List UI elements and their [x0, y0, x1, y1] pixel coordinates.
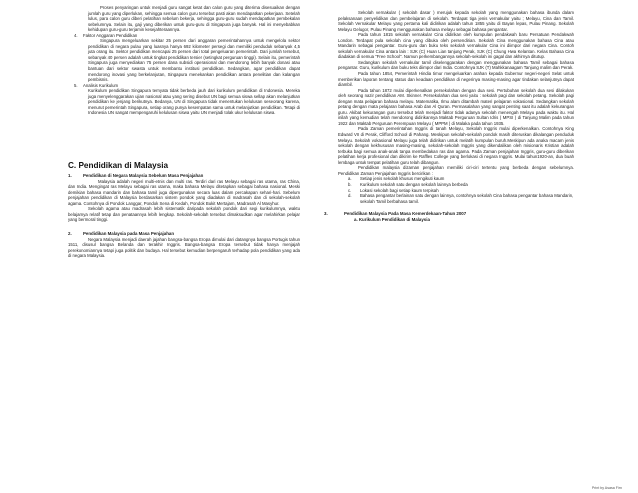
list-item: b. Kurikulum sekolah satu dengan sekolah lainnya berbeda: [348, 181, 468, 187]
paragraph-characteristics: Pendidikan malaysia dizaman penjajahan memiliki ciri-ciri tertentu yang berbeda dengan sebelumnya. Pendidikan Zaman Penjajahan Inggris bercirikan :: [338, 165, 574, 176]
paragraph-teacher-selection: Proses penyaringan untuk menjadi guru sangat ketat dan calon guru yang diterima disesuaikan dengan jumlah guru yang diperlukan, sehingga semua calon guru tersebut pasti akan mendapatkan pekerjaan. Setelah lulus, para calon guru diberi pelatihan sebelum bekerja, sehingga guru-guru sudah mendapatkan pembekalan sebelumnya. Selain itu, gaji yang diberikan untuk guru-guru di Singapura juga banyak. Hal ini menyebabkan kehidupan guru-guru terjamin kesejahteraannya.: [88, 5, 300, 33]
paragraph-colonial: Negara Malaysia menjadi daerah jajahan bangsa-bangsa Eropa dimulai dari datangnya bangsa Portugis tahun 1511, disusul bangsa Belanda dan terakhir Inggris. Bangsa-bangsa Eropa tersebut tidak hanya menjajah perekonomiannya tetapi juga politik dan budaya. Hal tersebut kemudian berpengaruh terhadap pola pendidikan yang ada di negara Malaysia.: [68, 236, 300, 259]
list-item: d. Bahasa pengantar berlainan satu dengan lainnya, contohnya sekolah Cina bahasa pengantar bahasa Mandarin, sekolah Tamil berbahasa tamil.: [348, 193, 574, 204]
paragraph-1872: Pada tahun 1872 mulai diperkenalkan persekolahan dengan dua sesi. Pertubuhan sekolah dua sesi dilakukan oleh seorang nazir pendidikan AM. Skinner. Persekolahan dua sesi yaitu : sekolah pagi dan sekolah petang. Sekolah pagi dengan mata pelajaran bahasa melayu. Matematika, Ilmu alam ditambah materi pelajaran vokasional. Sedangkan sekolah petang dengan mata pelajaran bahasa Arab dan Al Quran. Permasalahan yang sangat penting saat itu adalah kekurangan guru. Akibat kekurangan guru tersebut telah menjadi faktor tidak adanya sekolah menengah Melayu pada waktu itu. Hal inilah yang kemudian telah mendorong didirikannya Maktab Perguruan Sultan Idris ( MPSI ) di Tanjung Malim pada tahun 1922 dan Maktab Perguruan Perempuan Melayu ( MPPM ) di Malaka pada tahun 1935.: [338, 87, 574, 126]
paragraph-english-schools: Pada Zaman pemerintahan Inggris di tanah Melayu, Sekolah Inggris mulai diperkenalkan. Contohnya King Edward VII di Perak, Clifford School di Pahang. Meskipun sekolah-sekolah pondok masih diteruskan dikalangan penduduk Melayu. Sekolah vokasional Melayu juga telah didirikan untuk melatih kumpulan buruh.Meskipun ada anaka macam jenis sekolah dengan kekhususan masing-masing, sekolah-sekolah Inggris yang dikendalikan oleh misionaris Kristian adalah terbuka bagi semua anak-anak tanpa membedakan ras dan agama. Pada Zaman penjajahan Inggris, guru-guru diberikan pelatihan kerja profesional dan dikirim ke Raffles College yang berlokasi di negara Inggris. Mulai tahun1920-an, dua buah lembaga untuk tempat pelatihan guru telah dibangun.: [338, 126, 574, 165]
left-column: [68, 0, 300, 259]
paragraph-budget: Singapura mengeluarkan sekitar 25 persen dari anggaran pemerintahannya untuk mengelola sektor pendidikan di negara pulau yang luasnya hanya 692 kilometer persegi dan memiliki penduduk sebanyak 4,5 juta orang itu. Sektor pendidikan mencapai 25 persen dari total pengeluaran pemerintah. Dari jumlah tersebut, sebanyak 40 persen adalah untuk tingkat pendidikan tersier (setingkat perguruan tinggi). Selain itu, pemerintah Singapura juga menyediakan 75 persen dana subsidi operasional dan mendorong lebih banyak donasi atau bantuan dari sektor swasta untuk membantu institusi pendidikan. Sedangkan, agar pendidikan dapat mendorong inovasi yang berkelanjutan, Singapura menekankan pendidikan antara penelitian dan kalangan pembisnis.: [88, 38, 300, 83]
item-number: 5.: [74, 82, 78, 88]
print-footer: Print by Asasa Firn: [591, 486, 622, 490]
paragraph-tamil-schools: Sedangkan sekolah vernakular tamil diselenggarakan dengan menggunakan bahasa Tamil sebagai bahasa pengantar. Guru, kurikulum dan buku teks diimpor dari India. Contohnya SJK (T) Mahkkanaagam Tanjung malim dan Perak.: [338, 59, 574, 71]
item-title: Faktor Anggaran Pendidikan: [83, 32, 138, 38]
characteristics-list: [338, 176, 574, 204]
paragraph-chinese-schools: Pada tahun 1815 sekolah vernakular Cina didirikan oleh kumpulan pendakwah baru Persatuan Pendakwah London. Terdapat pula sekolah cina yang dibuka oleh persendirian. Sekolah Cina menggunakan bahasa Cina atau Mandarin sebagai pengantar. Guru-guru dan buku teks sekolah vernakular Cina ini diimpor dari negara Cina. Contoh sekolah vernakular Cina antara lain : SJK (C) Huan Lian tanjung Perak, SJK (C) Chung Hwa Kelantan. Kelas Bahasa Cina diadakan di semua "Free School". Namun perkembangannya sekolah-sekolah ini gagal dan akhirnya ditutup.: [338, 32, 574, 60]
paragraph-vernacular: Sekolah vernakular ( sekolah dasar ) merujuk kepada sekolah yang menggunakan bahasa ibunda dalam pelaksanaan penyelidikan dan pembelajaran di sekolah. Terdapat tiga jenis vernakular yaitu ; Melayu, Cina dan Tamil. Sekolah Vernakular Melayu yang pertama kali didirikan adalah tahun 1855 yaitu di Bayan lepas, Pulau Pinang. Sekolah Melayu Gelugor, Pulau Pinang menggunakan bahasa melayu sebagai bahasa pengantar.: [338, 10, 574, 32]
right-column: [324, 0, 574, 222]
subheading-curriculum: a. Kurikulum Pendidikan di Malaysia: [354, 216, 430, 222]
list-item: c. Lokasi sekolah bagi setiap kaum terpisah: [348, 187, 439, 193]
heading-number: 2.: [68, 230, 72, 236]
heading-text: Pendidikan di Negara Malaysia Sebelum Masa Penjajahan: [83, 172, 204, 178]
item-title: Analisis Kurikulum: [83, 82, 119, 88]
heading-text: Pendidikan Malaysia Pada Masa Kemerdekaan-Tahun 2007: [344, 211, 467, 217]
heading-number: 3.: [324, 211, 328, 217]
list-item: a. Setiap jenis sekolah khusus mengikuti kaum: [348, 176, 445, 182]
paragraph-madrasah: Sekolah agama atau madrasah lebih sistematik daripada sekolah pondok dari segi kurikulumnya, waktu belajarnya relatif tetap dan penataannya lebih lengkap. Sekolah-sekolah tersebut dimaksudkan agar melahirkan pelajar yang bermoral tinggi.: [68, 206, 300, 223]
paragraph-1854: Pada tahun 1854, Pemerintah Hindia timur mengeluarkan arahan kepada Gubernur negeri-negeri Selat untuk memberikan laporan tentang status dan keadaan pendidikan di negerinya masing-masing agar tindakan selanjutnya dapat diambil.: [338, 71, 574, 88]
item-number: 4.: [74, 32, 78, 38]
heading-number: 1.: [68, 172, 72, 178]
section-heading: C. Pendidikan di Malaysia: [68, 160, 169, 170]
heading-text: Pendidikan Malaysia pada Masa Penjajahan: [83, 230, 175, 236]
paragraph-malaysia-ethnic: Malaysia adalah negeri multi-etnis dan multi ras. Terdiri dari ras Melayu sebagai ras utama, ras China, dan India. Mengingat ras Melayu sebagai ras utama, maka bahasa Melayu ditetapkan sebagai bahasa nasional. Meski demikian bahasa mandarin dan bahasa tamil juga dipergunakan secara luas dalam percakapan sehari-hari. Sebelum penjajahan pendidikan di Malaysia berdasarkan sistem pondok yang diadakan di madrasah dan di sekolah-sekolah agama. Contohnya di Pondok Langgar, Pondok Sena di Kedah, Pondok Bukit Mertajam, Madrasah Al Masyhur.: [68, 178, 300, 206]
paragraph-curriculum: Kurikulum pendidikan Singapura ternyata tidak berbeda jauh dari kurikulum pendidikan di Indonesia. Mereka juga menyelenggarakan ujian nasional atau yang sering disebut UN bagi semua siswa sellap akan melanjutkan pendidikan ke jenjang berikutnya. Bedanya, UN di Singapura tidak menentukan kelulusan seseorang karena, menurut pemerintah Singapura, setiap orang punya kesempatan sama untuk melanjutkan pendidikan. Tetapi di Indonesia UN sangat mempengaruhi kelulusan siswa yaitu UN menjadi tolak ukur kelulusan siswa.: [88, 88, 300, 116]
